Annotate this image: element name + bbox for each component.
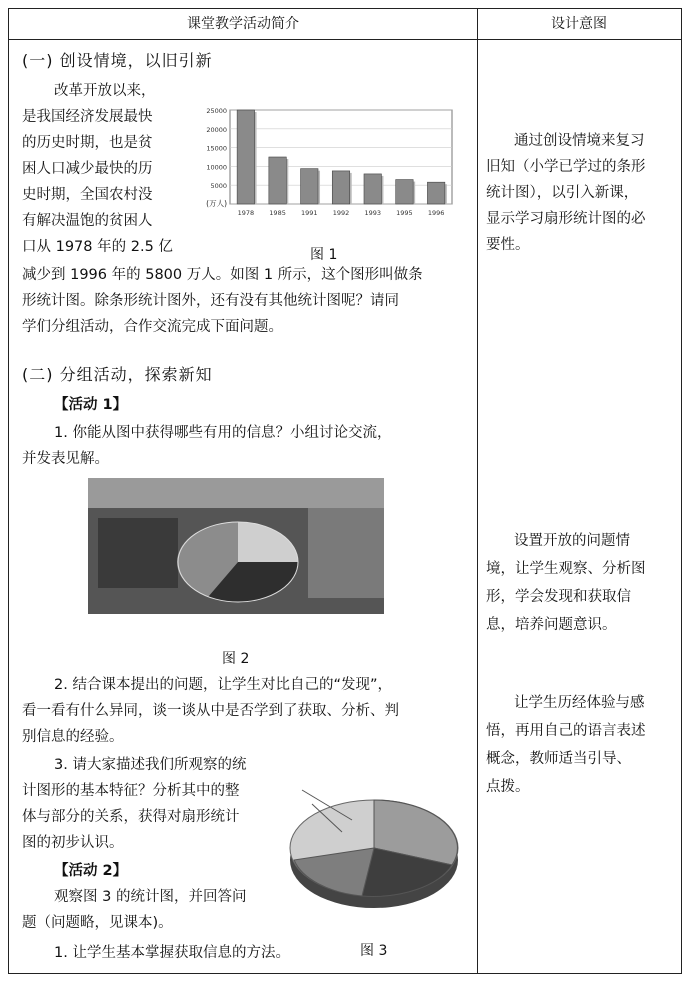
bar <box>396 180 413 204</box>
x-tick-label: 1978 <box>237 209 255 217</box>
s2-q3: 图的初步认识。 <box>22 835 124 851</box>
header-design-intent: 设计意图 <box>551 16 607 32</box>
x-tick-label: 1995 <box>396 209 413 217</box>
s2-q2: 别信息的经验。 <box>22 729 124 745</box>
figure3-graphic <box>282 770 468 918</box>
figure2-photo <box>88 478 384 614</box>
intent3-line: 概念，教师适当引导、 <box>486 751 631 767</box>
column-divider <box>477 9 478 973</box>
s1-line: 有解决温饱的贫困人 <box>22 213 153 229</box>
bar <box>364 174 381 204</box>
intent2-line: 境，让学生观察、分析图 <box>486 561 646 577</box>
intent1-line: 旧知（小学已学过的条形 <box>486 159 646 175</box>
intent3-line: 让学生历经体验与感 <box>514 695 645 711</box>
s2-a2: 题（问题略，见课本)。 <box>22 915 173 931</box>
intent3-line: 点拨。 <box>486 779 530 795</box>
y-tick-label: 10000 <box>206 163 227 172</box>
figure1-bar-chart <box>196 100 458 222</box>
figure3-caption: 图 3 <box>360 943 388 959</box>
x-tick-label: 1991 <box>301 209 318 217</box>
s1-line: 学们分组活动，合作交流完成下面问题。 <box>22 319 283 335</box>
s1-line: 是我国经济发展最快 <box>22 109 153 125</box>
s2-q3: 体与部分的关系，获得对扇形统计 <box>22 809 240 825</box>
s1-line: 形统计图。除条形统计图外，还有没有其他统计图呢？请同 <box>22 293 399 309</box>
bar <box>427 182 444 204</box>
y-tick-label: 20000 <box>206 125 227 134</box>
intent2-line: 形，学会发现和获取信 <box>486 589 631 605</box>
s2-q2: 2. 结合课本提出的问题，让学生对比自己的“发现”， <box>54 677 392 693</box>
s1-line: 减少到 1996 年的 5800 万人。如图 1 所示，这个图形叫做条 <box>22 267 423 283</box>
activity2-label: 【活动 2】 <box>54 863 128 879</box>
intent1-line: 统计图），以引入新课， <box>486 185 639 201</box>
intent2-line: 设置开放的问题情 <box>514 533 630 549</box>
intent1-line: 通过创设情境来复习 <box>514 133 645 149</box>
bar <box>237 110 254 204</box>
y-tick-label: 25000 <box>206 107 227 115</box>
x-tick-label: 1996 <box>427 209 445 217</box>
intent2-line: 息，培养问题意识。 <box>486 617 617 633</box>
s1-line: 史时期，全国农村没 <box>22 187 153 203</box>
x-tick-label: 1993 <box>364 209 381 217</box>
s2-q1: 1. 你能从图中获得哪些有用的信息？小组讨论交流， <box>54 425 392 441</box>
y-axis-label: (万人) <box>206 199 227 208</box>
s2-q3: 3. 请大家描述我们所观察的统 <box>54 757 247 773</box>
bar <box>332 171 349 204</box>
s1-line: 困人口减少最快的历 <box>22 161 153 177</box>
activity1-label: 【活动 1】 <box>54 397 128 413</box>
s1-line: 的历史时期，也是贫 <box>22 135 153 151</box>
section1-heading: (一) 创设情境，以旧引新 <box>22 51 213 70</box>
table-header <box>9 9 681 40</box>
s2-q2: 看一看有什么异同，谈一谈从中是否学到了获取、分析、判 <box>22 703 399 719</box>
section2-heading: (二) 分组活动，探索新知 <box>22 365 213 384</box>
figure2-graphic <box>88 478 384 614</box>
figure2-caption: 图 2 <box>222 651 250 667</box>
bar <box>269 157 286 204</box>
x-tick-label: 1992 <box>332 209 350 217</box>
intent1-line: 要性。 <box>486 237 530 253</box>
s2-q3: 计图形的基本特征？分析其中的整 <box>22 783 240 799</box>
s2-a2: 观察图 3 的统计图，并回答问 <box>54 889 247 905</box>
header-activities: 课堂教学活动简介 <box>187 16 299 32</box>
figure3-pie-chart <box>282 770 468 918</box>
y-tick-label: 15000 <box>206 144 227 153</box>
figure1-caption: 图 1 <box>310 247 338 263</box>
s1-line: 改革开放以来， <box>54 83 156 99</box>
x-tick-label: 1985 <box>269 209 286 217</box>
s1-line: 口从 1978 年的 2.5 亿 <box>22 239 173 255</box>
s2-a2: 1. 让学生基本掌握获取信息的方法。 <box>54 945 290 961</box>
y-tick-label: 5000 <box>210 182 227 191</box>
s2-q1: 并发表见解。 <box>22 451 109 467</box>
bar <box>301 169 318 204</box>
intent1-line: 显示学习扇形统计图的必 <box>486 211 646 227</box>
intent3-line: 悟，再用自己的语言表述 <box>486 723 646 739</box>
